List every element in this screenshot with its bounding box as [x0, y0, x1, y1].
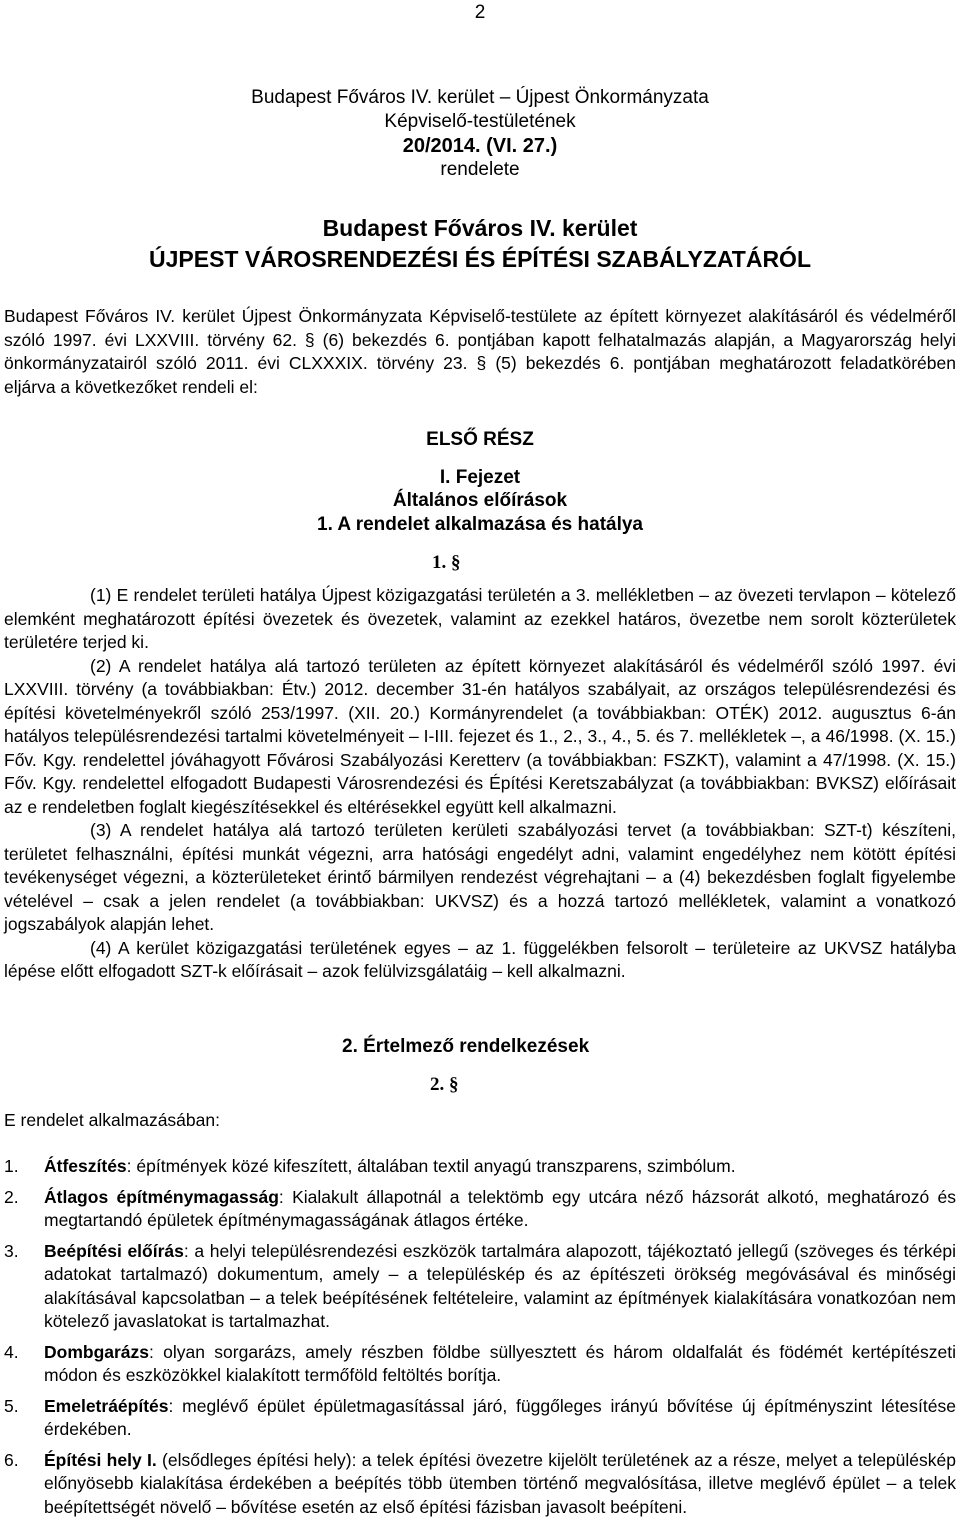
paragraph-3: (3) A rendelet hatálya alá tartozó területen kerületi szabályozási tervet (a továbbiakban: SZT-t) készíteni, területet felhasználni, építési munkát végezni, arra hatósági engedélyt adni, valamint engedélyhez nem kötött építési tevékenységet végezni, a közterületeket érintő bármilyen rendezést végrehajtani – a (4) bekezdésben foglalt figyelembe vételével – csak a jelen rendelet (a továbbiakban: UKVSZ) és a hozzá tartozó mellékletek, valamint a vonatkozó jogszabályok alapján lehet. — [4, 820, 956, 934]
title-line1: Budapest Főváros IV. kerület – Újpest Önkormányzata — [251, 87, 709, 108]
chapter-heading: I. Fejezet — [439, 467, 521, 488]
definition-term: Átlagos építménymagasság — [44, 1186, 279, 1207]
definition-item — [4, 1341, 956, 1388]
section2-title: 2. Értelmező rendelkezések — [342, 1036, 590, 1057]
definition-item — [4, 1395, 956, 1442]
definition-number: 2. — [4, 1186, 19, 1207]
definition-text: : építmények közé kifeszített, általában textil anyagú transzparens, szimbólum. — [126, 1156, 736, 1176]
section1-mark: 1. § — [432, 552, 461, 573]
definition-text: : olyan sorgarázs, amely részben földbe süllyesztett és három oldalfalát és födémét kertépítészeti módon és eszközökkel kialakított termőföld feltöltés borítja. — [44, 1341, 956, 1385]
title-line2: Képviselő-testületének — [384, 111, 576, 132]
title-line4: rendelete — [440, 159, 520, 180]
definition-text: : Kialakult állapotnál a telektömb egy utcára néző házsorát alkotó, meghatározó és megtartandó épületek építménymagasságának átlagos értéke. — [44, 1186, 956, 1230]
definition-text: (elsődleges építési hely): a telek építési övezetre kijelölt területének az a része, melyet a településkép előnyösebb kialakítása érdekében a beépítés több ütemben történő megvalósítása, illetve meglévő épület – a telek beépítettségét növelő – bővítése esetén az első építési fázisban javasolt beépíteni. — [44, 1449, 956, 1517]
definition-item — [4, 1186, 956, 1233]
definition-text: : meglévő épület épületmagasítással járó, függőleges irányú bővítése új építményszint létesítése érdekében. — [44, 1395, 956, 1439]
title-heading2: ÚJPEST VÁROSRENDEZÉSI ÉS ÉPÍTÉSI SZABÁLYZATÁRÓL — [149, 246, 811, 272]
part-heading: ELSŐ RÉSZ — [426, 429, 534, 450]
chapter-title: Általános előírások — [392, 490, 568, 511]
definition-item — [4, 1449, 956, 1520]
definitions-list — [4, 1155, 956, 1526]
definition-number: 5. — [4, 1395, 19, 1416]
title-heading1: Budapest Főváros IV. kerület — [322, 215, 638, 241]
definition-item — [4, 1155, 956, 1179]
paragraph-2: (2) A rendelet hatálya alá tartozó területen az épített környezet alakításáról és védelméről szóló 1997. évi LXXVIII. törvény (a továbbiakban: Étv.) 2012. december 31-én hatályos szabályait, az országos településrendezési és építési követelményekről szóló 253/1997. (XII. 20.) Kormányrendelet (a továbbiakban: OTÉK) 2012. augusztus 6-án hatályos településrendezési tartalmi követelményeit – I-III. fejezet és 1., 2., 3., 4., 5. és 7. mellékletek –, a 46/1998. (X. 15.) Főv. Kgy. rendelettel jóváhagyott Fővárosi Szabályozási Keretterv (a továbbiakban: FSZKT), valamint a 47/1998. (X. 15.) Főv. Kgy. rendelettel elfogadott Budapesti Városrendezési és Építési Keretszabályzat (a továbbiakban: BVKSZ) előírásait az e rendeletben foglalt kiegészítésekkel és eltérésekkel együtt kell alkalmazni. — [4, 655, 956, 817]
definition-number: 4. — [4, 1341, 19, 1362]
definition-term: Beépítési előírás — [44, 1240, 184, 1261]
definition-number: 6. — [4, 1449, 19, 1470]
definition-text: : a helyi településrendezési eszközök tartalmára alapozott, tájékoztató jellegű (szöveges és térképi adatokat tartalmazó) dokumentum, amely – a településkép és az építészeti örökség megóvásával és minőségi alakításával kapcsolatban – a telek beépítésének feltételeire, valamint az építmények kialakítására vonatkozóan nem kötelező javaslatokat is tartalmazhat. — [44, 1240, 956, 1331]
page-number: 2 — [474, 2, 486, 23]
section1-title: 1. A rendelet alkalmazása és hatálya — [317, 514, 643, 535]
paragraph-4: (4) A kerület közigazgatási területének egyes – az 1. függelékben felsorolt – területeire az UKVSZ hatályba lépése előtt elfogadott SZT-k előírásait – azok felülvizsgálatáig – kell alkalmazni. — [4, 937, 956, 981]
definition-term: Emeletráépítés — [44, 1395, 169, 1416]
definitions-intro: E rendelet alkalmazásában: — [4, 1110, 220, 1130]
section2-mark: 2. § — [430, 1074, 459, 1095]
decree-number: 20/2014. (VI. 27.) — [402, 135, 558, 157]
title-block — [0, 86, 960, 275]
section1-paragraphs — [4, 584, 956, 984]
definition-number: 1. — [4, 1156, 19, 1176]
definition-number: 3. — [4, 1240, 19, 1261]
definition-term: Dombgarázs — [44, 1341, 150, 1362]
preamble: Budapest Főváros IV. kerület Újpest Önkormányzata Képviselő-testülete az épített környezet alakításáról és védelméről szóló 1997. évi LXXVIII. törvény 62. § (6) bekezdés 6. pontjában kapott felhatalmazás alapján, a Magyarország helyi önkormányzatairól szóló 2011. évi CLXXXIX. törvény 23. § (5) bekezdés 6. pontjában meghatározott feladatkörében eljárva a következőket rendeli el: — [4, 306, 956, 397]
paragraph-1: (1) E rendelet területi hatálya Újpest közigazgatási területén a 3. mellékletben – az övezeti tervlapon – kötelező elemként meghatározott építési övezetek és övezetek, valamint az ezekkel határos, övezetbe nem sorolt közterületek területére terjed ki. — [4, 585, 956, 652]
definition-term: Átfeszítés — [44, 1156, 127, 1176]
definition-term: Építési hely I. — [44, 1449, 157, 1470]
definition-item — [4, 1240, 956, 1334]
